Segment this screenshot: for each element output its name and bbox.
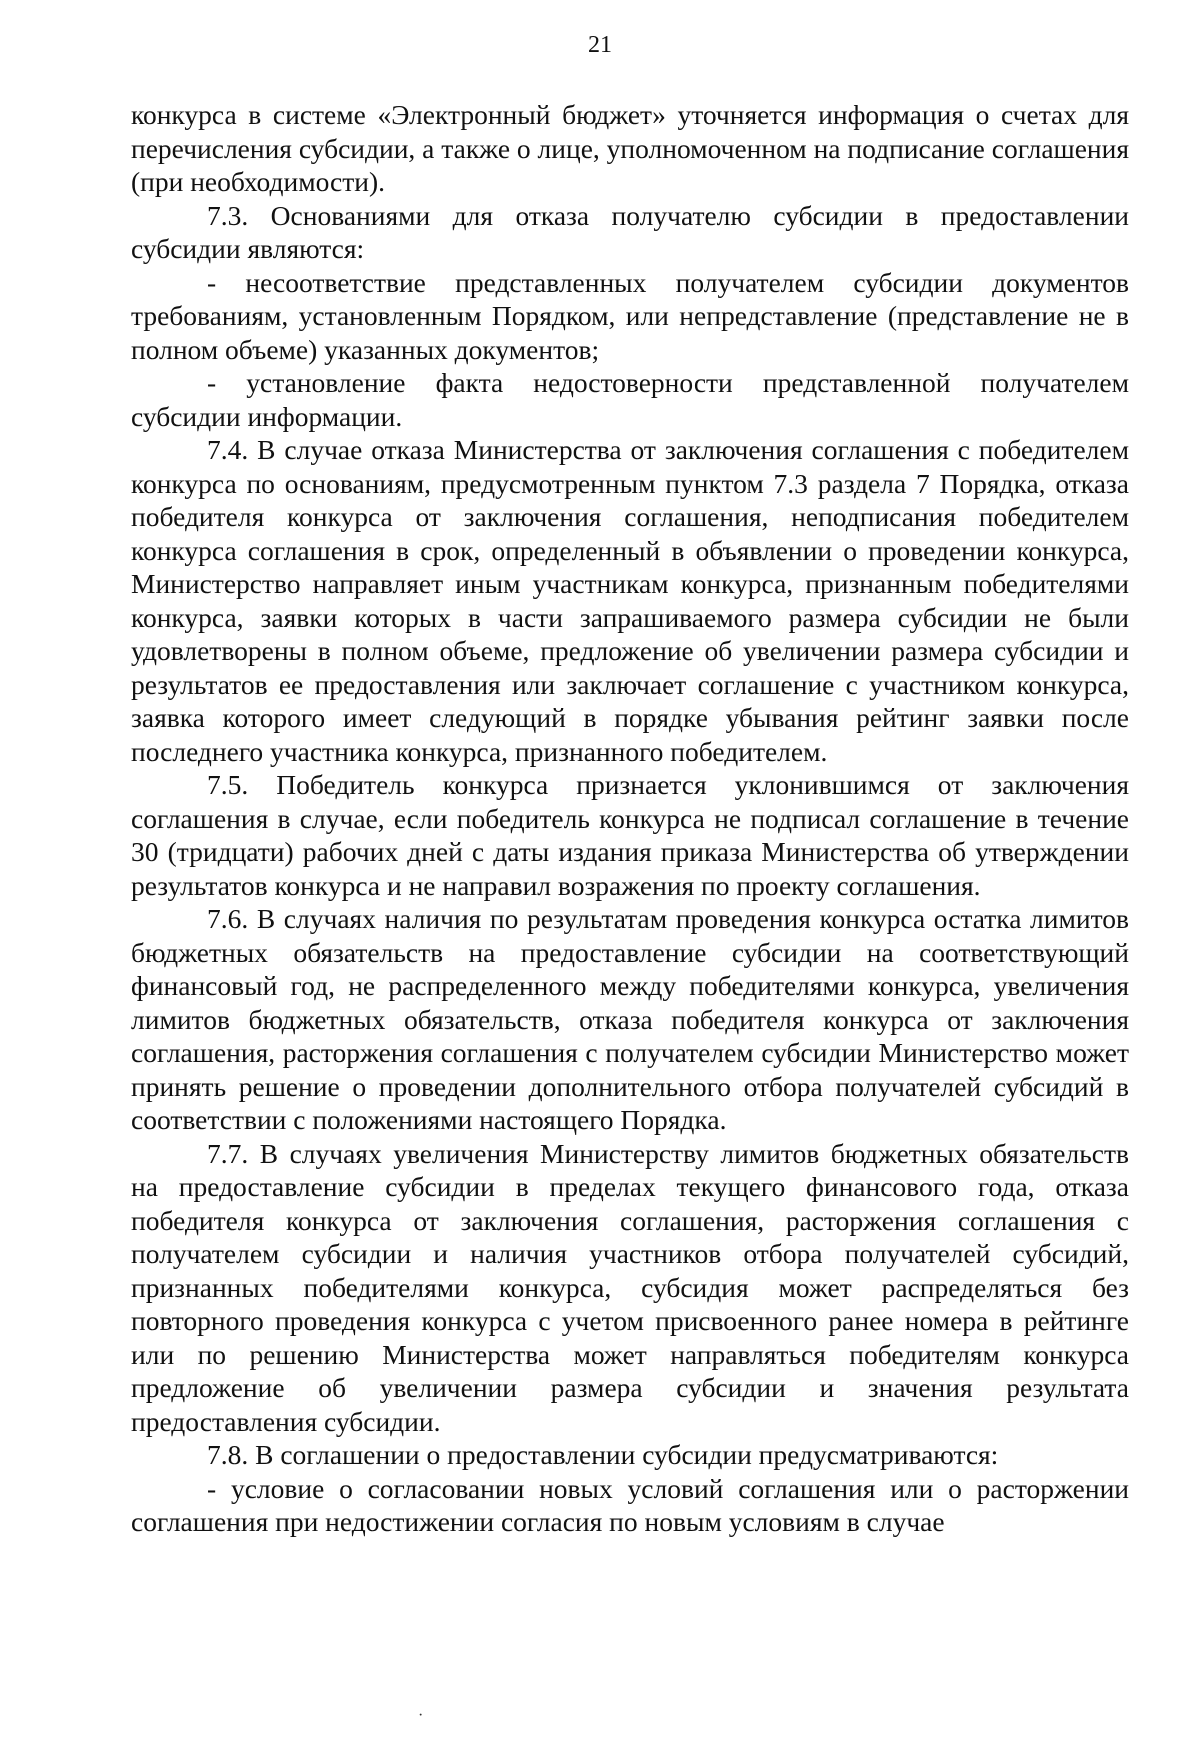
paragraph-7-3: 7.3. Основаниями для отказа получателю субсидии в предоставлении субсидии являются: bbox=[131, 199, 1129, 264]
paragraph-7-7: 7.7. В случаях увеличения Министерству лимитов бюджетных обязательств на предоставление субсидии в пределах текущего финансового года, отказа победителя конкурса от заключения соглашения, расторжения соглашения с получателем субсидии и наличия участников отбора получателей субсидий, признанных победителями конкурса, субсидия может распределяться без повторного проведения конкурса с учетом присвоенного ранее номера в рейтинге или по решению Министерства может направляться победителям конкурса предложение об увеличении размера субсидии и значения результата предоставления субсидии. bbox=[131, 1137, 1129, 1437]
paragraph-7-8-item-1: - условие о согласовании новых условий соглашения или о расторжении соглашения при недостижении согласия по новым условиям в случае bbox=[131, 1472, 1129, 1537]
paragraph-7-5: 7.5. Победитель конкурса признается уклонившимся от заключения соглашения в случае, если победитель конкурса не подписал соглашение в течение 30 (тридцати) рабочих дней с даты издания приказа Министерства об утверждении результатов конкурса и не направил возражения по проекту соглашения. bbox=[131, 769, 1129, 901]
paragraph-7-3-item-1: - несоответствие представленных получателем субсидии документов требованиям, установленным Порядком, или непредставление (представление не в полном объеме) указанных документов; bbox=[131, 266, 1129, 365]
page-number: 21 bbox=[588, 32, 612, 58]
paragraph-7-3-item-2: - установление факта недостоверности представленной получателем субсидии информации. bbox=[131, 367, 1129, 432]
paragraph-7-6: 7.6. В случаях наличия по результатам проведения конкурса остатка лимитов бюджетных обязательств на предоставление субсидии на соответствующий финансовый год, не распределенного между победителями конкурса, увеличения лимитов бюджетных обязательств, отказа победителя конкурса от заключения соглашения, расторжения соглашения с получателем субсидии Министерство может принять решение о проведении дополнительного отбора получателей субсидий в соответствии с положениями настоящего Порядка. bbox=[131, 903, 1129, 1135]
paragraph-7-8: 7.8. В соглашении о предоставлении субсидии предусматриваются: bbox=[207, 1439, 999, 1470]
document-body bbox=[131, 98, 1129, 1539]
scan-speck: · bbox=[418, 1707, 424, 1724]
paragraph-continuation: конкурса в системе «Электронный бюджет» уточняется информация о счетах для перечисления субсидии, а также о лице, уполномоченном на подписание соглашения (при необходимости). bbox=[131, 99, 1129, 197]
paragraph-7-4: 7.4. В случае отказа Министерства от заключения соглашения с победителем конкурса по основаниям, предусмотренным пунктом 7.3 раздела 7 Порядка, отказа победителя конкурса от заключения соглашения, неподписания победителем конкурса соглашения в срок, определенный в объявлении о проведении конкурса, Министерство направляет иным участникам конкурса, признанным победителями конкурса, заявки которых в части запрашиваемого размера субсидии не были удовлетворены в полном объеме, предложение об увеличении размера субсидии и результатов ее предоставления или заключает соглашение с участником конкурса, заявка которого имеет следующий в порядке убывания рейтинг заявки после последнего участника конкурса, признанного победителем. bbox=[131, 434, 1129, 767]
